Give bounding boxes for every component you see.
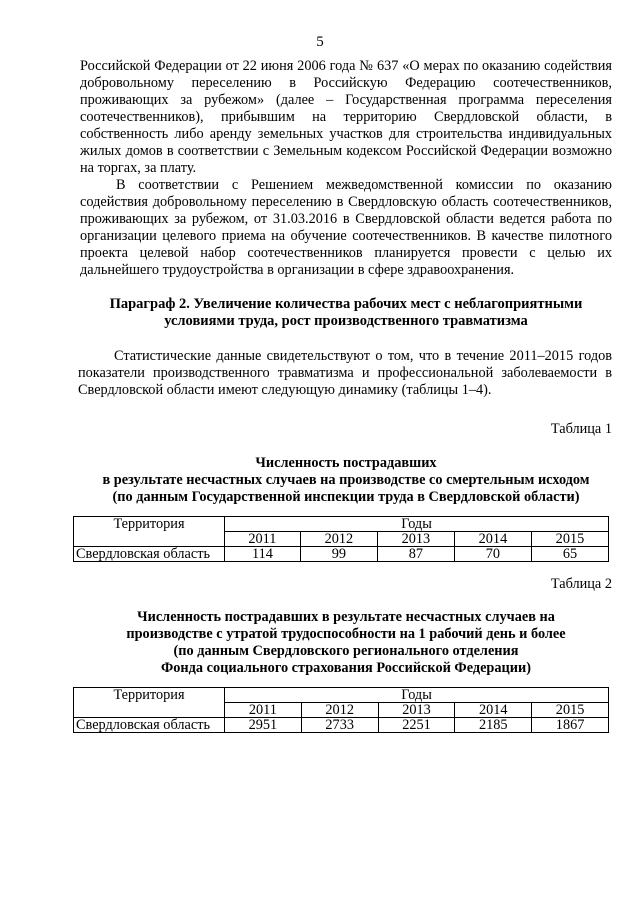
table1-title-line2: в результате несчастных случаев на производстве со смертельным исходом xyxy=(102,472,590,488)
table2-year: 2014 xyxy=(455,703,532,718)
table-row xyxy=(74,718,609,733)
table1-title xyxy=(80,455,612,506)
table1-year: 2011 xyxy=(225,532,301,547)
table1-value: 99 xyxy=(300,547,377,562)
table1-value: 87 xyxy=(377,547,454,562)
table2-year: 2015 xyxy=(532,703,609,718)
table1-year: 2013 xyxy=(377,532,454,547)
table1-header-years: Годы xyxy=(225,517,609,532)
table1-label: Таблица 1 xyxy=(550,421,612,437)
table1-year: 2012 xyxy=(300,532,377,547)
table2-year: 2011 xyxy=(225,703,302,718)
table1-row-name: Свердловская область xyxy=(74,547,225,562)
table2-value: 1867 xyxy=(532,718,609,733)
paragraph-2: В соответствии с Решением межведомственной комиссии по оказанию содействия добровольному переселению в Свердловскую область соотечественников, проживающих за рубежом, от 31.03.2016 в Свердловской области ведется работа по организации целевого приема на обучение соотечественников. В качестве пилотного проекта целевой набор соотечественников планируется провести с целью их дальнейшего трудоустройства в организации в сфере здравоохранения. xyxy=(80,177,612,278)
table2-header-territory: Территория xyxy=(74,688,225,718)
table1-year: 2014 xyxy=(454,532,531,547)
table2-row-name: Свердловская область xyxy=(74,718,225,733)
table2-value: 2251 xyxy=(378,718,455,733)
table1-header-territory: Территория xyxy=(74,517,225,547)
table2-title-line1: Численность пострадавших в результате несчастных случаев на xyxy=(137,609,555,625)
table1-value: 65 xyxy=(531,547,608,562)
page-content xyxy=(76,58,612,733)
table2-title-line4: Фонда социального страхования Российской Федерации) xyxy=(160,660,531,676)
table1-title-line3: (по данным Государственной инспекции труда в Свердловской области) xyxy=(112,489,580,505)
paragraph-1: Российской Федерации от 22 июня 2006 года № 637 «О мерах по оказанию содействия добровольному переселению в Российскую Федерацию соотечественников, проживающих за рубежом» (далее – Государственная программа переселения соотечественников), прибывшим на территорию Свердловской области, в собственность либо аренду земельных участков для строительства индивидуальных жилых домов в соответствии с Земельным кодексом Российской Федерации возможно на торгах, за плату. xyxy=(80,58,612,176)
table2-year: 2012 xyxy=(301,703,378,718)
table1-value: 70 xyxy=(454,547,531,562)
table2-label: Таблица 2 xyxy=(550,576,612,592)
table-row xyxy=(74,547,609,562)
table2-value: 2951 xyxy=(225,718,302,733)
table1-title-line1: Численность пострадавших xyxy=(255,455,437,471)
section-heading: Параграф 2. Увеличение количества рабочих мест с неблагоприятными условиями труда, рост производственного травматизма xyxy=(109,296,583,329)
table2-title xyxy=(80,609,612,677)
table2-value: 2733 xyxy=(301,718,378,733)
table2-title-line2: производстве с утратой трудоспособности на 1 рабочий день и более xyxy=(126,626,566,642)
table2-year: 2013 xyxy=(378,703,455,718)
table1-value: 114 xyxy=(225,547,301,562)
table2-title-line3: (по данным Свердловского регионального отделения xyxy=(173,643,519,659)
table2-value: 2185 xyxy=(455,718,532,733)
table1 xyxy=(73,516,609,562)
table2 xyxy=(73,687,609,733)
table1-year: 2015 xyxy=(531,532,608,547)
table2-header-years: Годы xyxy=(225,688,609,703)
page-number: 5 xyxy=(316,34,324,50)
paragraph-3: Статистические данные свидетельствуют о том, что в течение 2011–2015 годов показатели производственного травматизма и профессиональной заболеваемости в Свердловской области имеют следующую динамику (таблицы 1–4). xyxy=(78,348,612,398)
